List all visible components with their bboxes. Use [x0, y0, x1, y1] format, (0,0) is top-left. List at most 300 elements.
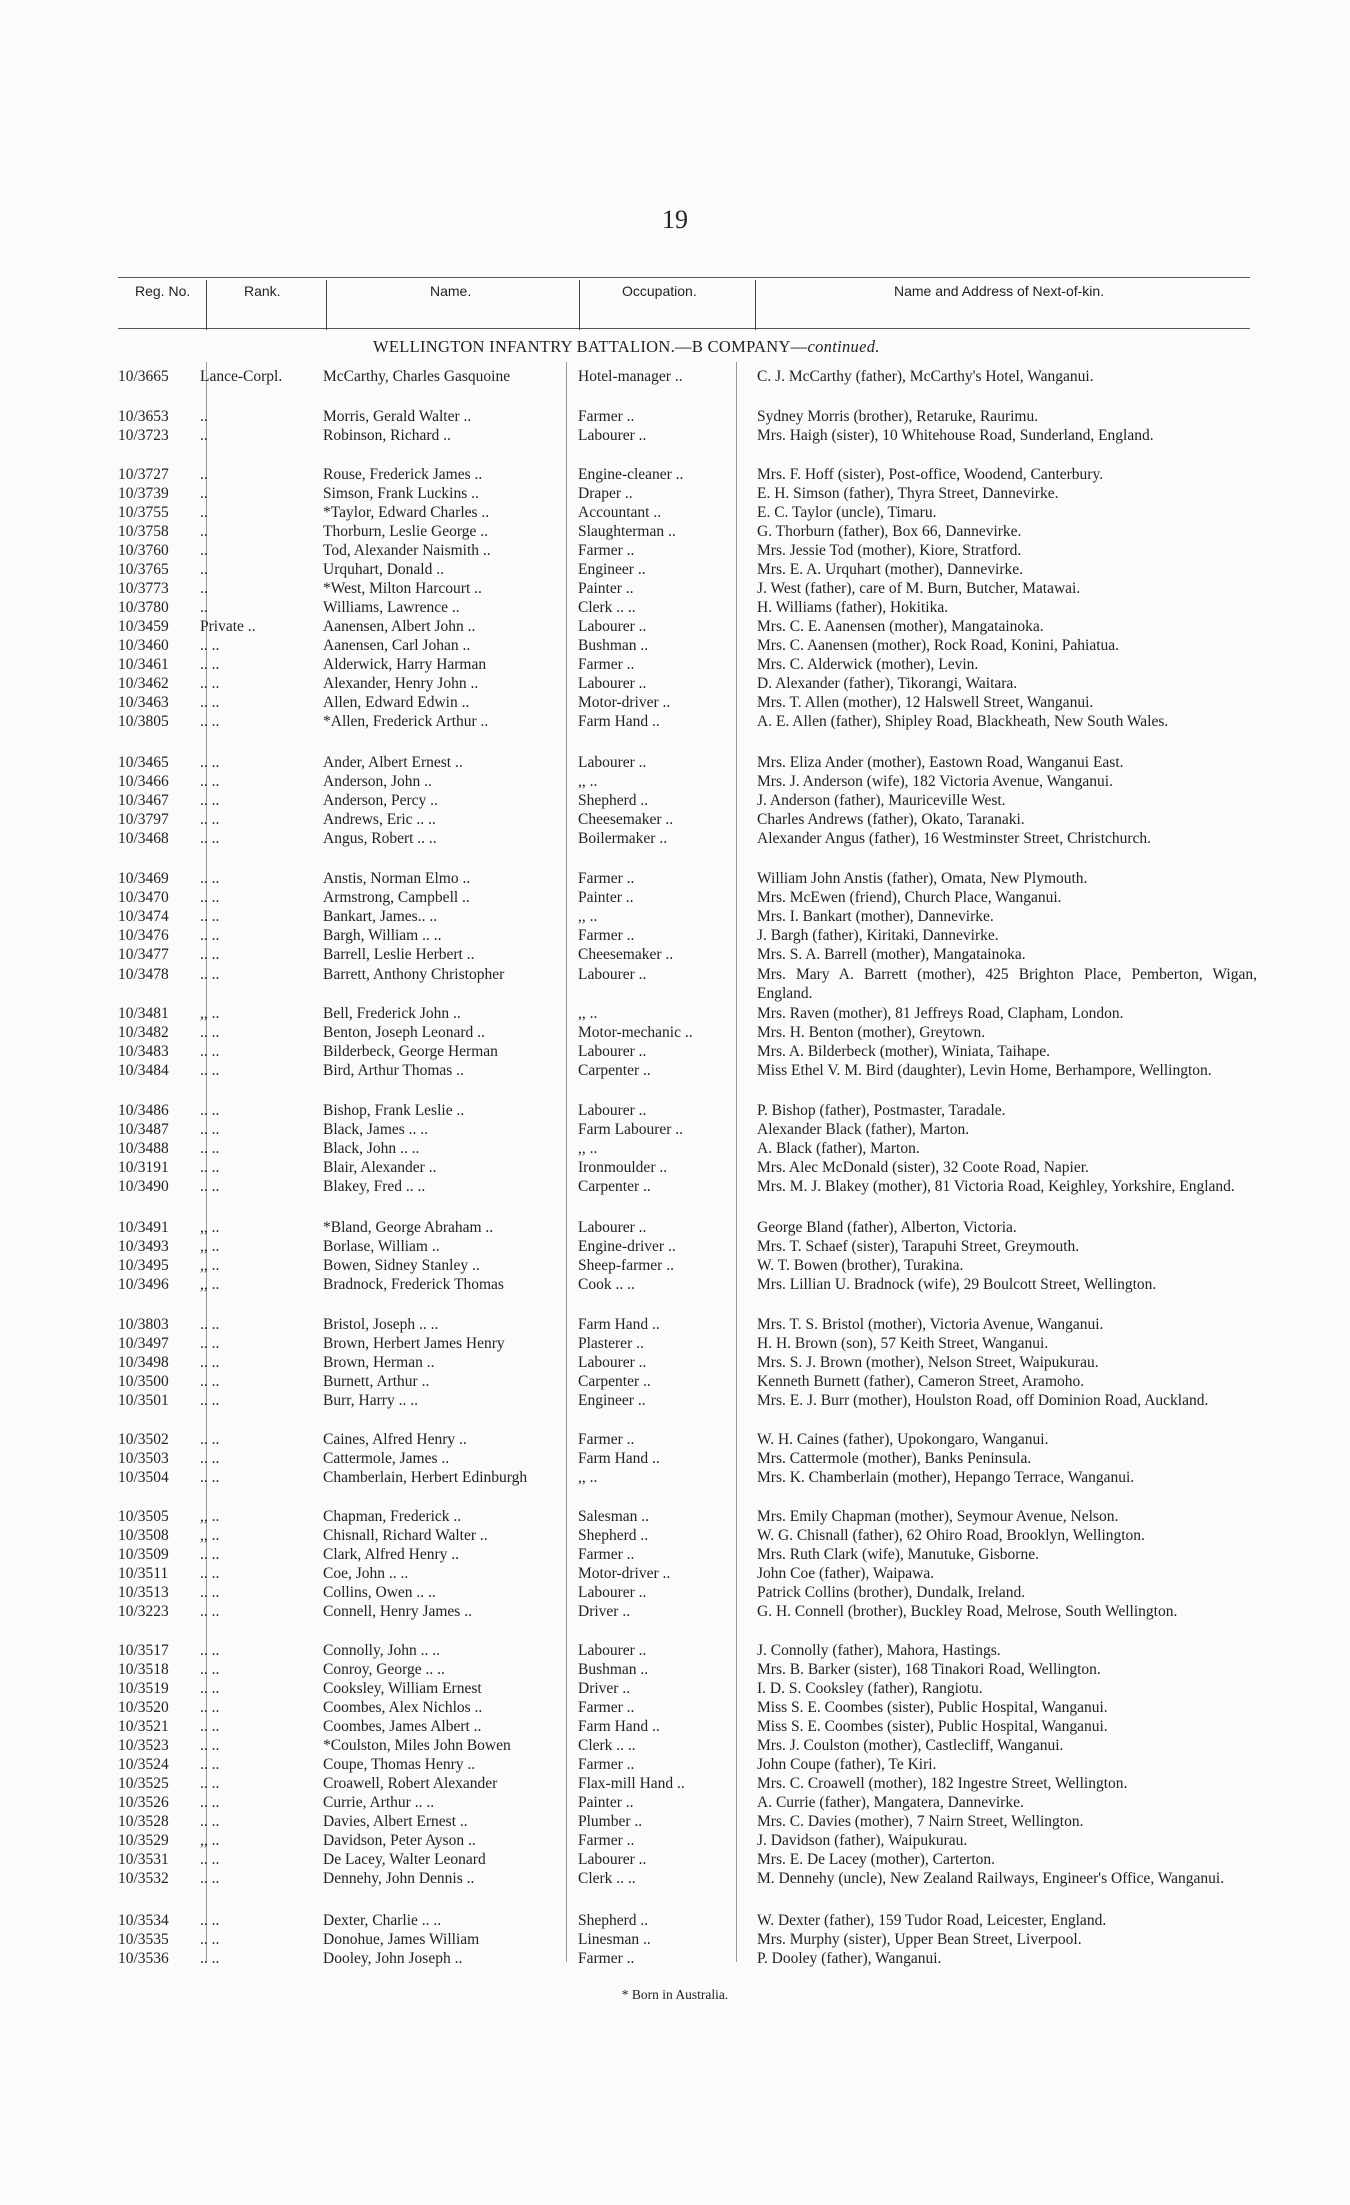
occupation-cell: Carpenter ..: [578, 1062, 651, 1079]
rank-cell: ,, ..: [200, 1005, 220, 1022]
rank-cell: Lance-Corpl.: [200, 368, 283, 385]
name-cell: Dooley, John Joseph ..: [323, 1950, 463, 1967]
rank-cell: .. ..: [200, 1794, 220, 1811]
next-of-kin-cell: P. Dooley (father), Wanganui.: [757, 1950, 942, 1967]
next-of-kin-cell: G. Thorburn (father), Box 66, Dannevirke.: [757, 523, 1022, 540]
reg-no-cell: 10/3478: [118, 966, 169, 983]
next-of-kin-cell: Miss Ethel V. M. Bird (daughter), Levin Home, Berhampore, Wellington.: [757, 1062, 1212, 1079]
rank-cell: .. ..: [200, 1680, 220, 1697]
next-of-kin-cell: Mrs. Emily Chapman (mother), Seymour Avenue, Nelson.: [757, 1508, 1119, 1525]
rank-cell: .. ..: [200, 1851, 220, 1868]
reg-no-cell: 10/3498: [118, 1354, 169, 1371]
rank-cell: .. ..: [200, 1737, 220, 1754]
reg-no-cell: 10/3465: [118, 754, 169, 771]
rank-cell: .. ..: [200, 1775, 220, 1792]
name-cell: Morris, Gerald Walter ..: [323, 408, 472, 425]
reg-no-cell: 10/3497: [118, 1335, 169, 1352]
section-title-continued: continued.: [807, 337, 880, 356]
rank-cell: ..: [200, 485, 208, 502]
reg-no-cell: 10/3739: [118, 485, 169, 502]
occupation-cell: Farmer ..: [578, 408, 635, 425]
name-cell: Urquhart, Donald ..: [323, 561, 444, 578]
next-of-kin-cell: A. Currie (father), Mangatera, Dannevirke.: [757, 1794, 1024, 1811]
rank-cell: .. ..: [200, 773, 220, 790]
reg-no-cell: 10/3755: [118, 504, 169, 521]
name-cell: *West, Milton Harcourt ..: [323, 580, 482, 597]
next-of-kin-cell: Mrs. T. Schaef (sister), Tarapuhi Street, Greymouth.: [757, 1238, 1080, 1255]
next-of-kin-cell: C. J. McCarthy (father), McCarthy's Hotel, Wanganui.: [757, 368, 1094, 385]
occupation-cell: Painter ..: [578, 580, 634, 597]
occupation-cell: Flax-mill Hand ..: [578, 1775, 685, 1792]
reg-no-cell: 10/3531: [118, 1851, 169, 1868]
name-cell: Armstrong, Campbell ..: [323, 889, 470, 906]
rank-cell: ,, ..: [200, 1257, 220, 1274]
reg-no-cell: 10/3524: [118, 1756, 169, 1773]
rank-cell: .. ..: [200, 1931, 220, 1948]
rank-cell: Private ..: [200, 618, 256, 635]
occupation-cell: ,, ..: [578, 908, 598, 925]
occupation-cell: Engineer ..: [578, 561, 646, 578]
next-of-kin-cell: Mrs. Eliza Ander (mother), Eastown Road, Wanganui East.: [757, 754, 1124, 771]
rank-cell: ,, ..: [200, 1238, 220, 1255]
name-cell: Aanensen, Albert John ..: [323, 618, 476, 635]
name-cell: *Allen, Frederick Arthur ..: [323, 713, 489, 730]
rank-cell: .. ..: [200, 966, 220, 983]
name-cell: Coupe, Thomas Henry ..: [323, 1756, 476, 1773]
reg-no-cell: 10/3805: [118, 713, 169, 730]
reg-no-cell: 10/3501: [118, 1392, 169, 1409]
occupation-cell: Labourer ..: [578, 1584, 647, 1601]
footnote: * Born in Australia.: [621, 1987, 729, 2002]
rank-cell: .. ..: [200, 1584, 220, 1601]
next-of-kin-cell: Mrs. C. E. Aanensen (mother), Mangatainoka.: [757, 618, 1044, 635]
reg-no-cell: 10/3490: [118, 1178, 169, 1195]
name-cell: Williams, Lawrence ..: [323, 599, 460, 616]
next-of-kin-cell: Mrs. J. Coulston (mother), Castlecliff, Wanganui.: [757, 1737, 1064, 1754]
rank-cell: .. ..: [200, 830, 220, 847]
reg-no-cell: 10/3469: [118, 870, 169, 887]
name-cell: Benton, Joseph Leonard ..: [323, 1024, 485, 1041]
header-rank: Rank.: [244, 283, 281, 299]
reg-no-cell: 10/3525: [118, 1775, 169, 1792]
name-cell: Blair, Alexander ..: [323, 1159, 437, 1176]
next-of-kin-cell: Miss S. E. Coombes (sister), Public Hospital, Wanganui.: [757, 1699, 1108, 1716]
occupation-cell: Painter ..: [578, 889, 634, 906]
reg-no-cell: 10/3496: [118, 1276, 169, 1293]
reg-no-cell: 10/3803: [118, 1316, 169, 1333]
occupation-cell: Labourer ..: [578, 427, 647, 444]
reg-no-cell: 10/3482: [118, 1024, 169, 1041]
rank-cell: .. ..: [200, 908, 220, 925]
name-cell: Anderson, John ..: [323, 773, 432, 790]
occupation-cell: Farmer ..: [578, 1832, 635, 1849]
header-occupation: Occupation.: [622, 283, 697, 299]
rank-cell: .. ..: [200, 1950, 220, 1967]
occupation-cell: Motor-driver ..: [578, 1565, 671, 1582]
reg-no-cell: 10/3773: [118, 580, 169, 597]
header-next-of-kin: Name and Address of Next-of-kin.: [894, 283, 1105, 299]
reg-no-cell: 10/3484: [118, 1062, 169, 1079]
rank-cell: .. ..: [200, 1140, 220, 1157]
name-cell: Ander, Albert Ernest ..: [323, 754, 463, 771]
name-cell: Cooksley, William Ernest: [323, 1680, 482, 1697]
name-cell: Blakey, Fred .. ..: [323, 1178, 426, 1195]
occupation-cell: Farm Hand ..: [578, 1316, 660, 1333]
reg-no-cell: 10/3727: [118, 466, 169, 483]
reg-no-cell: 10/3518: [118, 1661, 169, 1678]
name-cell: Burr, Harry .. ..: [323, 1392, 418, 1409]
occupation-cell: Labourer ..: [578, 1043, 647, 1060]
name-cell: Allen, Edward Edwin ..: [323, 694, 470, 711]
reg-no-cell: 10/3191: [118, 1159, 169, 1176]
reg-no-cell: 10/3520: [118, 1699, 169, 1716]
next-of-kin-cell: W. T. Bowen (brother), Turakina.: [757, 1257, 964, 1274]
next-of-kin-cell: P. Bishop (father), Postmaster, Taradale.: [757, 1102, 1006, 1119]
next-of-kin-cell: Mrs. M. J. Blakey (mother), 81 Victoria Road, Keighley, Yorkshire, England.: [757, 1178, 1235, 1195]
reg-no-cell: 10/3470: [118, 889, 169, 906]
rank-cell: ,, ..: [200, 1508, 220, 1525]
rank-cell: .. ..: [200, 1469, 220, 1486]
rank-cell: .. ..: [200, 694, 220, 711]
occupation-cell: Engine-cleaner ..: [578, 466, 684, 483]
reg-no-cell: 10/3223: [118, 1603, 169, 1620]
next-of-kin-cell: Mrs. E. J. Burr (mother), Houlston Road, off Dominion Road, Auckland.: [757, 1392, 1209, 1409]
next-of-kin-cell: Mrs. F. Hoff (sister), Post-office, Woodend, Canterbury.: [757, 466, 1104, 483]
rank-cell: ..: [200, 561, 208, 578]
reg-no-cell: 10/3504: [118, 1469, 169, 1486]
name-cell: Barrell, Leslie Herbert ..: [323, 946, 475, 963]
next-of-kin-cell: Mrs. Murphy (sister), Upper Bean Street, Liverpool.: [757, 1931, 1082, 1948]
next-of-kin-cell: Mrs. Ruth Clark (wife), Manutuke, Gisborne.: [757, 1546, 1039, 1563]
name-cell: Dennehy, John Dennis ..: [323, 1870, 475, 1887]
name-cell: *Taylor, Edward Charles ..: [323, 504, 490, 521]
occupation-cell: Labourer ..: [578, 1219, 647, 1236]
next-of-kin-cell: Mrs. J. Anderson (wife), 182 Victoria Avenue, Wanganui.: [757, 773, 1113, 790]
name-cell: Bell, Frederick John ..: [323, 1005, 461, 1022]
reg-no-cell: 10/3500: [118, 1373, 169, 1390]
rank-cell: .. ..: [200, 1603, 220, 1620]
rank-cell: .. ..: [200, 1450, 220, 1467]
rank-cell: ,, ..: [200, 1527, 220, 1544]
reg-no-cell: 10/3493: [118, 1238, 169, 1255]
occupation-cell: Clerk .. ..: [578, 1870, 636, 1887]
rank-cell: .. ..: [200, 1813, 220, 1830]
occupation-cell: Cheesemaker ..: [578, 811, 674, 828]
reg-no-cell: 10/3534: [118, 1912, 169, 1929]
occupation-cell: Farmer ..: [578, 870, 635, 887]
next-of-kin-cell: Mrs. H. Benton (mother), Greytown.: [757, 1024, 986, 1041]
rank-cell: .. ..: [200, 1565, 220, 1582]
name-cell: Davies, Albert Ernest ..: [323, 1813, 468, 1830]
reg-no-cell: 10/3780: [118, 599, 169, 616]
name-cell: Collins, Owen .. ..: [323, 1584, 436, 1601]
reg-no-cell: 10/3797: [118, 811, 169, 828]
reg-no-cell: 10/3486: [118, 1102, 169, 1119]
reg-no-cell: 10/3509: [118, 1546, 169, 1563]
reg-no-cell: 10/3529: [118, 1832, 169, 1849]
next-of-kin-cell: Mrs. C. Davies (mother), 7 Nairn Street, Wellington.: [757, 1813, 1084, 1830]
next-of-kin-cell: Mrs. Alec McDonald (sister), 32 Coote Road, Napier.: [757, 1159, 1089, 1176]
rank-cell: .. ..: [200, 656, 220, 673]
next-of-kin-cell: John Coupe (father), Te Kiri.: [757, 1756, 937, 1773]
occupation-cell: Plumber ..: [578, 1813, 643, 1830]
occupation-cell: Driver ..: [578, 1680, 631, 1697]
reg-no-cell: 10/3765: [118, 561, 169, 578]
reg-no-cell: 10/3495: [118, 1257, 169, 1274]
rank-cell: ,, ..: [200, 1276, 220, 1293]
name-cell: De Lacey, Walter Leonard: [323, 1851, 486, 1868]
next-of-kin-cell: G. H. Connell (brother), Buckley Road, Melrose, South Wellington.: [757, 1603, 1178, 1620]
next-of-kin-cell: Mrs. McEwen (friend), Church Place, Wanganui.: [757, 889, 1062, 906]
name-cell: Bankart, James.. ..: [323, 908, 438, 925]
reg-no-cell: 10/3503: [118, 1450, 169, 1467]
next-of-kin-cell: J. Bargh (father), Kiritaki, Dannevirke.: [757, 927, 999, 944]
next-of-kin-cell: Mrs. C. Alderwick (mother), Levin.: [757, 656, 979, 673]
rank-cell: .. ..: [200, 927, 220, 944]
occupation-cell: ,, ..: [578, 773, 598, 790]
occupation-cell: Labourer ..: [578, 1102, 647, 1119]
reg-no-cell: 10/3476: [118, 927, 169, 944]
reg-no-cell: 10/3468: [118, 830, 169, 847]
next-of-kin-cell: J. Anderson (father), Mauriceville West.: [757, 792, 1006, 809]
reg-no-cell: 10/3532: [118, 1870, 169, 1887]
name-cell: Donohue, James William: [323, 1931, 480, 1948]
next-of-kin-cell: William John Anstis (father), Omata, New Plymouth.: [757, 870, 1088, 887]
occupation-cell: Shepherd ..: [578, 1527, 649, 1544]
reg-no-cell: 10/3483: [118, 1043, 169, 1060]
occupation-cell: Labourer ..: [578, 1642, 647, 1659]
reg-no-cell: 10/3758: [118, 523, 169, 540]
occupation-cell: Farmer ..: [578, 1756, 635, 1773]
next-of-kin-cell: Mrs. S. J. Brown (mother), Nelson Street, Waipukurau.: [757, 1354, 1099, 1371]
name-cell: Barrett, Anthony Christopher: [323, 966, 505, 983]
rank-cell: .. ..: [200, 1718, 220, 1735]
next-of-kin-cell: I. D. S. Cooksley (father), Rangiotu.: [757, 1680, 983, 1697]
occupation-cell: Accountant ..: [578, 504, 662, 521]
rank-cell: .. ..: [200, 1756, 220, 1773]
occupation-cell: Ironmoulder ..: [578, 1159, 668, 1176]
section-title-text: WELLINGTON INFANTRY BATTALION.—B COMPANY—: [373, 337, 808, 356]
reg-no-cell: 10/3508: [118, 1527, 169, 1544]
next-of-kin-cell: W. Dexter (father), 159 Tudor Road, Leicester, England.: [757, 1912, 1107, 1929]
next-of-kin-cell: E. H. Simson (father), Thyra Street, Dannevirke.: [757, 485, 1059, 502]
name-cell: Anderson, Percy ..: [323, 792, 438, 809]
reg-no-cell: 10/3760: [118, 542, 169, 559]
next-of-kin-cell: Alexander Black (father), Marton.: [757, 1121, 970, 1138]
name-cell: Connolly, John .. ..: [323, 1642, 440, 1659]
occupation-cell: Farmer ..: [578, 542, 635, 559]
reg-no-cell: 10/3511: [118, 1565, 169, 1582]
reg-no-cell: 10/3460: [118, 637, 169, 654]
reg-no-cell: 10/3461: [118, 656, 169, 673]
name-cell: Bishop, Frank Leslie ..: [323, 1102, 465, 1119]
next-of-kin-cell: Mrs. B. Barker (sister), 168 Tinakori Road, Wellington.: [757, 1661, 1101, 1678]
next-of-kin-cell: D. Alexander (father), Tikorangi, Waitara.: [757, 675, 1018, 692]
rank-cell: .. ..: [200, 1121, 220, 1138]
next-of-kin-cell: J. Connolly (father), Mahora, Hastings.: [757, 1642, 1001, 1659]
next-of-kin-cell: J. Davidson (father), Waipukurau.: [757, 1832, 968, 1849]
rank-cell: ,, ..: [200, 1832, 220, 1849]
next-of-kin-cell: Mrs. S. A. Barrell (mother), Mangatainoka.: [757, 946, 1026, 963]
rank-cell: ..: [200, 427, 208, 444]
name-cell: Davidson, Peter Ayson ..: [323, 1832, 476, 1849]
reg-no-cell: 10/3481: [118, 1005, 169, 1022]
occupation-cell: Labourer ..: [578, 966, 647, 983]
reg-no-cell: 10/3526: [118, 1794, 169, 1811]
rank-cell: .. ..: [200, 1062, 220, 1079]
rank-cell: .. ..: [200, 1431, 220, 1448]
next-of-kin-cell: A. Black (father), Marton.: [757, 1140, 920, 1157]
next-of-kin-cell: Mrs. I. Bankart (mother), Dannevirke.: [757, 908, 994, 925]
occupation-cell: Farmer ..: [578, 1431, 635, 1448]
name-cell: Borlase, William ..: [323, 1238, 440, 1255]
reg-no-cell: 10/3488: [118, 1140, 169, 1157]
occupation-cell: Farm Hand ..: [578, 1718, 660, 1735]
name-cell: Burnett, Arthur ..: [323, 1373, 430, 1390]
rank-cell: .. ..: [200, 1912, 220, 1929]
name-cell: Brown, Herman ..: [323, 1354, 435, 1371]
name-cell: Robinson, Richard ..: [323, 427, 451, 444]
name-cell: McCarthy, Charles Gasquoine: [323, 368, 511, 385]
occupation-cell: ,, ..: [578, 1469, 598, 1486]
reg-no-cell: 10/3653: [118, 408, 169, 425]
occupation-cell: Engine-driver ..: [578, 1238, 676, 1255]
rank-cell: ..: [200, 542, 208, 559]
name-cell: Rouse, Frederick James ..: [323, 466, 483, 483]
name-cell: Black, James .. ..: [323, 1121, 429, 1138]
name-cell: Brown, Herbert James Henry: [323, 1335, 505, 1352]
occupation-cell: Linesman ..: [578, 1931, 651, 1948]
rank-cell: ..: [200, 523, 208, 540]
occupation-cell: Farm Labourer ..: [578, 1121, 684, 1138]
rank-cell: .. ..: [200, 675, 220, 692]
rank-cell: .. ..: [200, 1870, 220, 1887]
reg-no-cell: 10/3536: [118, 1950, 169, 1967]
reg-no-cell: 10/3459: [118, 618, 169, 635]
next-of-kin-cell: J. West (father), care of M. Burn, Butcher, Matawai.: [757, 580, 1081, 597]
name-cell: Connell, Henry James ..: [323, 1603, 472, 1620]
name-cell: Aanensen, Carl Johan ..: [323, 637, 471, 654]
reg-no-cell: 10/3477: [118, 946, 169, 963]
next-of-kin-cell: A. E. Allen (father), Shipley Road, Blackheath, New South Wales.: [757, 713, 1169, 730]
occupation-cell: Farmer ..: [578, 1699, 635, 1716]
reg-no-cell: 10/3463: [118, 694, 169, 711]
occupation-cell: Driver ..: [578, 1603, 631, 1620]
name-cell: *Coulston, Miles John Bowen: [323, 1737, 511, 1754]
next-of-kin-cell: Mrs. Raven (mother), 81 Jeffreys Road, Clapham, London.: [757, 1005, 1124, 1022]
next-of-kin-cell: Charles Andrews (father), Okato, Taranaki.: [757, 811, 1025, 828]
reg-no-cell: 10/3723: [118, 427, 169, 444]
name-cell: Black, John .. ..: [323, 1140, 420, 1157]
rank-cell: .. ..: [200, 889, 220, 906]
name-cell: Conroy, George .. ..: [323, 1661, 445, 1678]
name-cell: Thorburn, Leslie George ..: [323, 523, 488, 540]
next-of-kin-cell: Kenneth Burnett (father), Cameron Street, Aramoho.: [757, 1373, 1085, 1390]
occupation-cell: Motor-driver ..: [578, 694, 671, 711]
reg-no-cell: 10/3466: [118, 773, 169, 790]
reg-no-cell: 10/3467: [118, 792, 169, 809]
name-cell: Bird, Arthur Thomas ..: [323, 1062, 464, 1079]
rank-cell: .. ..: [200, 946, 220, 963]
next-of-kin-cell: Mrs. E. A. Urquhart (mother), Dannevirke.: [757, 561, 1024, 578]
next-of-kin-cell: Patrick Collins (brother), Dundalk, Ireland.: [757, 1584, 1026, 1601]
next-of-kin-cell: W. G. Chisnall (father), 62 Ohiro Road, Brooklyn, Wellington.: [757, 1527, 1145, 1544]
name-cell: Alderwick, Harry Harman: [323, 656, 487, 673]
occupation-cell: Clerk .. ..: [578, 1737, 636, 1754]
name-cell: Simson, Frank Luckins ..: [323, 485, 479, 502]
rank-cell: .. ..: [200, 1316, 220, 1333]
rank-cell: .. ..: [200, 713, 220, 730]
occupation-cell: Carpenter ..: [578, 1373, 651, 1390]
reg-no-cell: 10/3535: [118, 1931, 169, 1948]
occupation-cell: Farm Hand ..: [578, 713, 660, 730]
next-of-kin-cell: Mrs. E. De Lacey (mother), Carterton.: [757, 1851, 996, 1868]
occupation-cell: Farm Hand ..: [578, 1450, 660, 1467]
reg-no-cell: 10/3462: [118, 675, 169, 692]
occupation-cell: Labourer ..: [578, 754, 647, 771]
name-cell: Bradnock, Frederick Thomas: [323, 1276, 504, 1293]
rank-cell: .. ..: [200, 1043, 220, 1060]
rank-cell: .. ..: [200, 637, 220, 654]
rank-cell: .. ..: [200, 1546, 220, 1563]
next-of-kin-cell: H. Williams (father), Hokitika.: [757, 599, 949, 616]
rank-cell: .. ..: [200, 1373, 220, 1390]
next-of-kin-cell: Mrs. Mary A. Barrett (mother), 425 Brighton Place, Pemberton, Wigan, England.: [757, 966, 1257, 1002]
next-of-kin-cell: Mrs. K. Chamberlain (mother), Hepango Terrace, Wanganui.: [757, 1469, 1135, 1486]
occupation-cell: Salesman ..: [578, 1508, 650, 1525]
next-of-kin-cell: Mrs. A. Bilderbeck (mother), Winiata, Taihape.: [757, 1043, 1051, 1060]
occupation-cell: Shepherd ..: [578, 1912, 649, 1929]
rank-cell: .. ..: [200, 1392, 220, 1409]
name-cell: Coe, John .. ..: [323, 1565, 409, 1582]
header-reg-no: Reg. No.: [135, 283, 191, 299]
occupation-cell: Carpenter ..: [578, 1178, 651, 1195]
rank-cell: ..: [200, 466, 208, 483]
reg-no-cell: 10/3665: [118, 368, 169, 385]
next-of-kin-cell: Mrs. C. Croawell (mother), 182 Ingestre Street, Wellington.: [757, 1775, 1128, 1792]
reg-no-cell: 10/3491: [118, 1219, 169, 1236]
rank-cell: ..: [200, 408, 208, 425]
next-of-kin-cell: Mrs. Cattermole (mother), Banks Peninsula.: [757, 1450, 1032, 1467]
occupation-cell: Farmer ..: [578, 927, 635, 944]
occupation-cell: Farmer ..: [578, 656, 635, 673]
rank-cell: ..: [200, 580, 208, 597]
next-of-kin-cell: Mrs. C. Aanensen (mother), Rock Road, Konini, Pahiatua.: [757, 637, 1120, 654]
name-cell: Bargh, William .. ..: [323, 927, 442, 944]
reg-no-cell: 10/3528: [118, 1813, 169, 1830]
occupation-cell: Sheep-farmer ..: [578, 1257, 674, 1274]
occupation-cell: Cheesemaker ..: [578, 946, 674, 963]
reg-no-cell: 10/3523: [118, 1737, 169, 1754]
occupation-cell: Clerk .. ..: [578, 599, 636, 616]
rank-cell: .. ..: [200, 1354, 220, 1371]
name-cell: Croawell, Robert Alexander: [323, 1775, 498, 1792]
occupation-cell: Boilermaker ..: [578, 830, 668, 847]
name-cell: Chisnall, Richard Walter ..: [323, 1527, 488, 1544]
name-cell: Coombes, Alex Nichlos ..: [323, 1699, 483, 1716]
rank-cell: .. ..: [200, 1102, 220, 1119]
name-cell: *Bland, George Abraham ..: [323, 1219, 494, 1236]
name-cell: Bowen, Sidney Stanley ..: [323, 1257, 480, 1274]
name-cell: Alexander, Henry John ..: [323, 675, 479, 692]
next-of-kin-cell: H. H. Brown (son), 57 Keith Street, Wanganui.: [757, 1335, 1049, 1352]
occupation-cell: Engineer ..: [578, 1392, 646, 1409]
occupation-cell: Shepherd ..: [578, 792, 649, 809]
name-cell: Clark, Alfred Henry ..: [323, 1546, 460, 1563]
name-cell: Andrews, Eric .. ..: [323, 811, 436, 828]
rank-cell: .. ..: [200, 1178, 220, 1195]
rank-cell: .. ..: [200, 1159, 220, 1176]
